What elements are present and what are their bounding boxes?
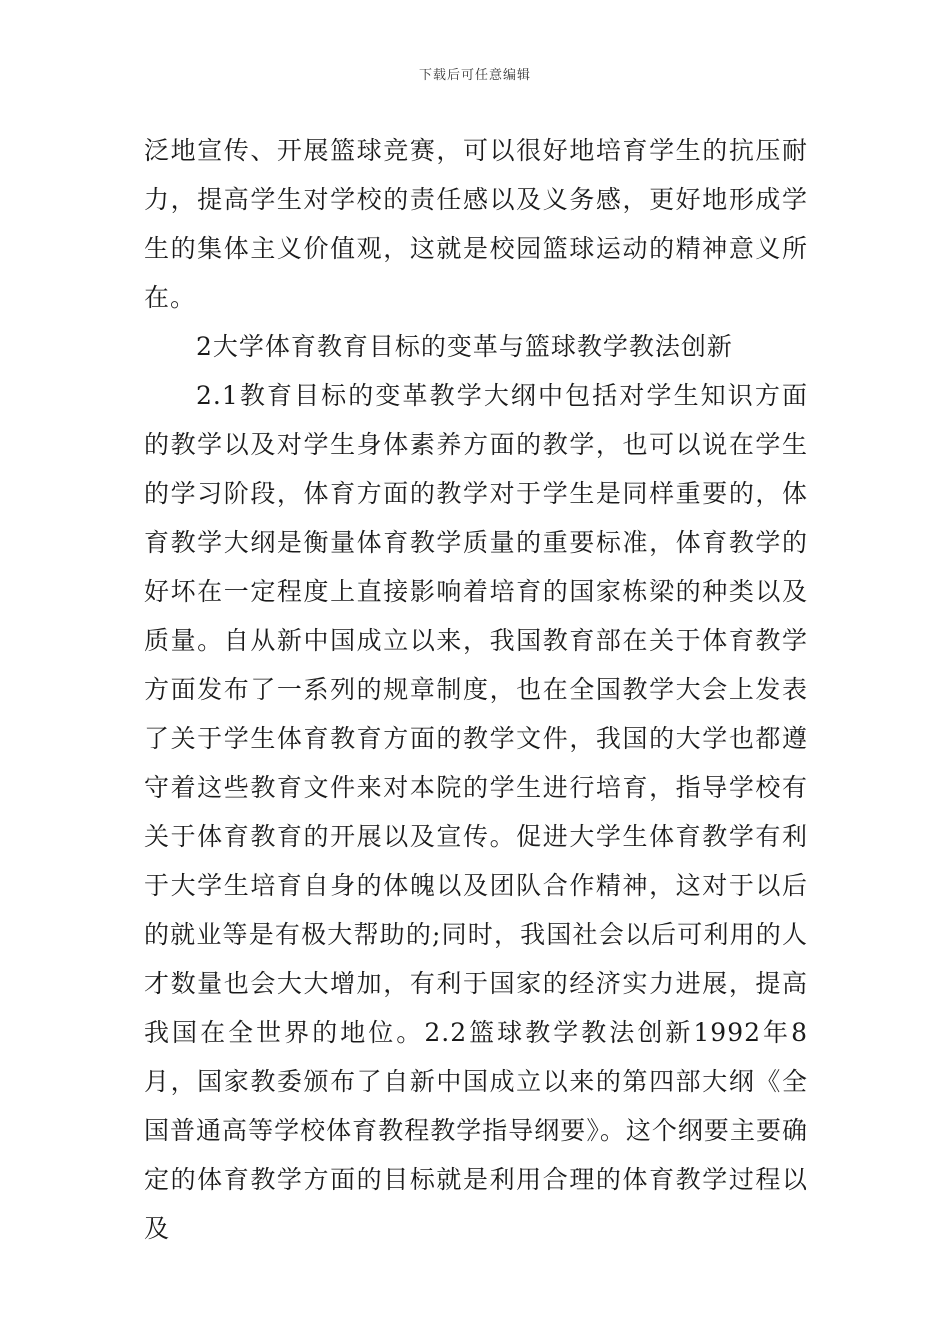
paragraph-section-2-1: 2.1教育目标的变革教学大纲中包括对学生知识方面的教学以及对学生身体素养方面的教学，也可以说在学生的学习阶段，体育方面的教学对于学生是同样重要的，体育教学大纲是衡量体育教学质量的重要标准，体育教学的好坏在一定程度上直接影响着培育的国家栋梁的种类以及质量。自从新中国成立以来，我国教育部在关于体育教学方面发布了一系列的规章制度，也在全国教学大会上发表了关于学生体育教育方面的教学文件，我国的大学也都遵守着这些教育文件来对本院的学生进行培育，指导学校有关于体育教育的开展以及宣传。促进大学生体育教学有利于大学生培育自身的体魄以及团队合作精神，这对于以后的就业等是有极大帮助的;同时，我国社会以后可利用的人才数量也会大大增加，有利于国家的经济实力进展，提高我国在全世界的地位。2.2篮球教学教法创新1992年8月，国家教委颁布了自新中国成立以来的第四部大纲《全国普通高等学校体育教程教学指导纲要》。这个纲要主要确定的体育教学方面的目标就是利用合理的体育教学过程以及 bbox=[144, 381, 808, 1243]
paragraph-continuation: 泛地宣传、开展篮球竞赛，可以很好地培育学生的抗压耐力，提高学生对学校的责任感以及义务感，更好地形成学生的集体主义价值观，这就是校园篮球运动的精神意义所在。 bbox=[144, 136, 808, 312]
section-heading: 2大学体育教育目标的变革与篮球教学教法创新 bbox=[196, 332, 733, 361]
document-body bbox=[144, 126, 808, 1253]
page-header: 下载后可任意编辑 bbox=[418, 68, 531, 83]
